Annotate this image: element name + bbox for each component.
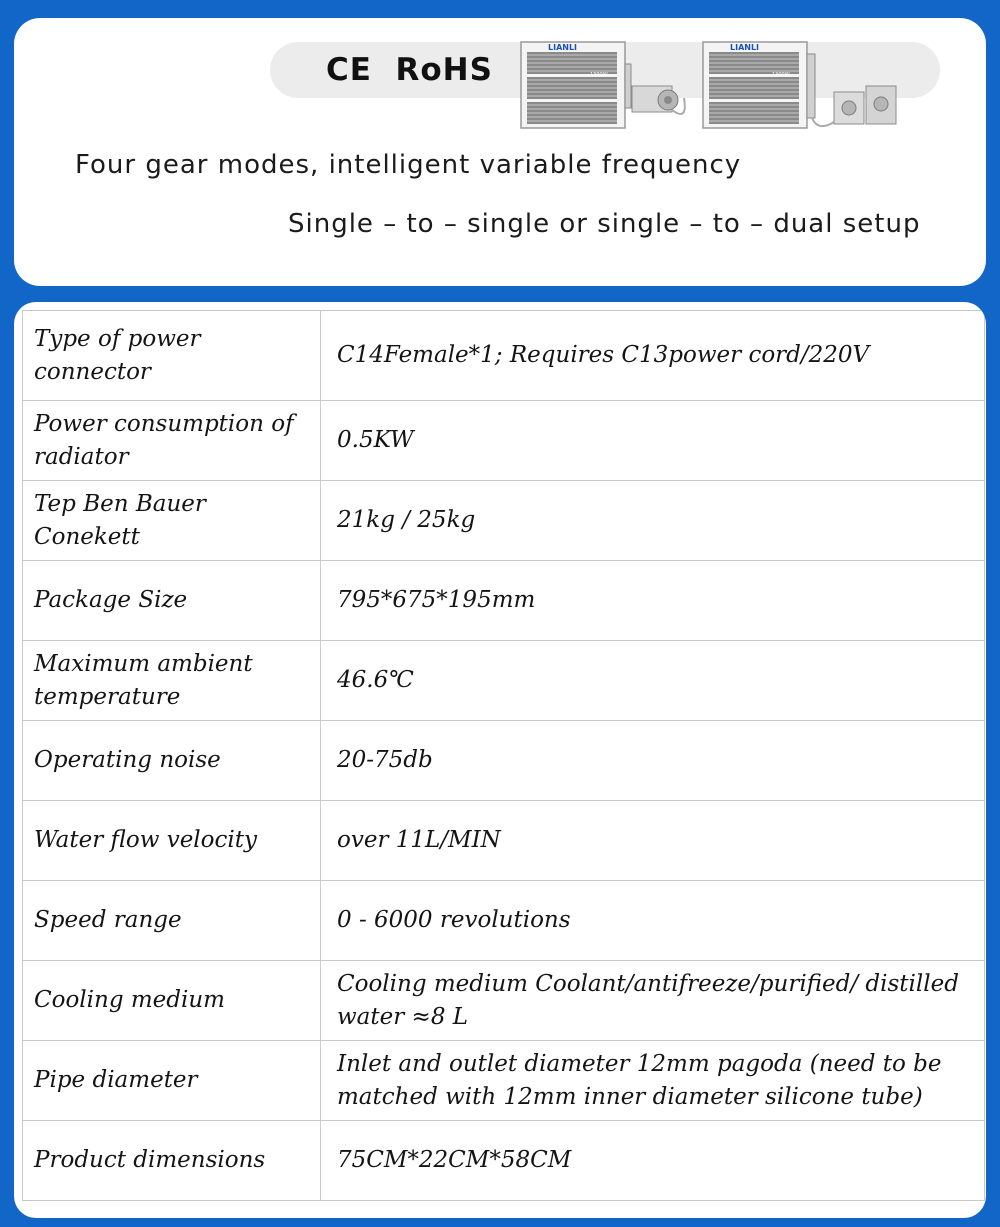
spec-value: Inlet and outlet diameter 12mm pagoda (need to be matched with 12mm inner diameter silicone tube) <box>321 1041 985 1121</box>
table-row <box>23 641 985 721</box>
power-label: 1300W <box>772 72 790 78</box>
spec-value: 795*675*195mm <box>321 561 985 641</box>
product-image-single-to-dual <box>700 40 900 134</box>
spec-value: C14Female*1; Requires C13power cord/220V <box>321 311 985 401</box>
spec-value: 75CM*22CM*58CM <box>321 1121 985 1201</box>
spec-card <box>14 302 986 1218</box>
table-row <box>23 881 985 961</box>
headline-setup: Single – to – single or single – to – dual setup <box>288 209 921 239</box>
table-row <box>23 961 985 1041</box>
table-row <box>23 561 985 641</box>
spec-table <box>22 310 985 1201</box>
spec-value: over 11L/MIN <box>321 801 985 881</box>
spec-label: Cooling medium <box>23 961 321 1041</box>
headline-gear-modes: Four gear modes, intelligent variable frequency <box>75 150 742 180</box>
spec-label: Water flow velocity <box>23 801 321 881</box>
power-label: 1300W <box>590 72 608 78</box>
spec-label: Speed range <box>23 881 321 961</box>
table-row <box>23 401 985 481</box>
spec-label: Pipe diameter <box>23 1041 321 1121</box>
spec-label: Operating noise <box>23 721 321 801</box>
spec-value: Cooling medium Coolant/antifreeze/purified/ distilled water ≈8 L <box>321 961 985 1041</box>
table-row <box>23 1121 985 1201</box>
brand-label: LIANLI <box>548 43 578 52</box>
table-row <box>23 311 985 401</box>
spec-label: Tep Ben Bauer Conekett <box>23 481 321 561</box>
brand-label: LIANLI <box>730 43 760 52</box>
spec-label: Package Size <box>23 561 321 641</box>
table-row <box>23 801 985 881</box>
spec-value: 21kg / 25kg <box>321 481 985 561</box>
spec-value: 20-75db <box>321 721 985 801</box>
spec-value: 0 - 6000 revolutions <box>321 881 985 961</box>
spec-value: 46.6℃ <box>321 641 985 721</box>
spec-label: Power consumption of radiator <box>23 401 321 481</box>
certification-logos: CE RoHS <box>326 52 493 88</box>
product-image-single-to-single <box>518 40 696 132</box>
spec-value: 0.5KW <box>321 401 985 481</box>
spec-label: Maximum ambient temperature <box>23 641 321 721</box>
table-row <box>23 721 985 801</box>
spec-label: Type of power connector <box>23 311 321 401</box>
spec-label: Product dimensions <box>23 1121 321 1201</box>
table-row <box>23 1041 985 1121</box>
table-row <box>23 481 985 561</box>
